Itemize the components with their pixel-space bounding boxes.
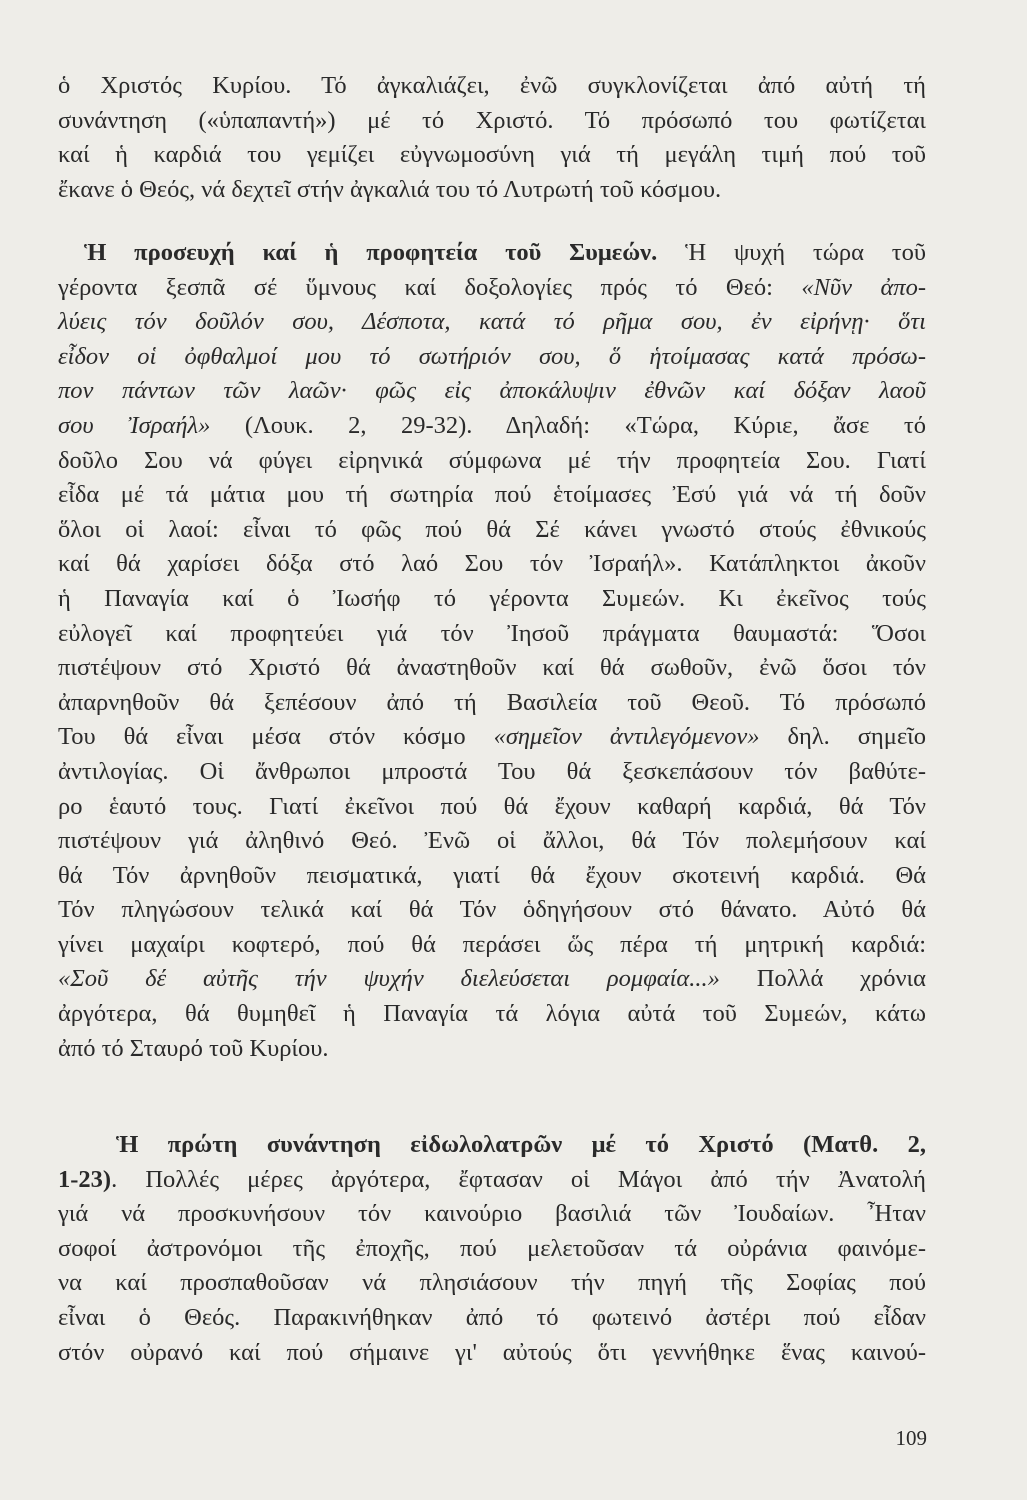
text-line: ἀργότερα, θά θυμηθεῖ ἡ Παναγία τά λόγια αὐτά τοῦ Συμεών, κάτω — [58, 1000, 926, 1028]
text-line: λύεις τόν δοῦλόν σου, Δέσποτα, κατά τό ρῆμα σου, ἐν εἰρήνῃ· ὅτι — [58, 308, 926, 336]
text-line: ὁ Χριστός Κυρίου. Τό ἀγκαλιάζει, ἐνῶ συγκλονίζεται ἀπό αὐτή τή — [58, 72, 926, 99]
text-line: καί θά χαρίσει δόξα στό λαό Σου τόν Ἰσραήλ». Κατάπληκτοι ἀκοῦν — [58, 550, 926, 578]
text-line: στόν οὐρανό καί πού σήμαινε γι' αὐτούς ὅτι γεννήθηκε ἕνας καινού- — [58, 1338, 926, 1366]
text-line: καί ἡ καρδιά του γεμίζει εὐγνωμοσύνη γιά τή μεγάλη τιμή πού τοῦ — [58, 141, 926, 169]
text-line: πιστέψουν γιά ἀληθινό Θεό. Ἐνῶ οἱ ἄλλοι, θά Τόν πολεμήσουν καί — [58, 827, 926, 855]
text-line: ἔκανε ὁ Θεός, νά δεχτεῖ στήν ἀγκαλιά του τό Λυτρωτή τοῦ κόσμου. — [58, 175, 722, 203]
page-number: 109 — [895, 1426, 927, 1450]
text-line: Ἡ προσευχή καί ἡ προφητεία τοῦ Συμεών. Ἡ ψυχή τώρα τοῦ — [84, 239, 927, 266]
text-line: εἶναι ὁ Θεός. Παρακινήθηκαν ἀπό τό φωτεινό ἀστέρι πού εἶδαν — [58, 1303, 926, 1331]
text-line: 1-23). Πολλές μέρες ἀργότερα, ἔφτασαν οἱ Μάγοι ἀπό τήν Ἀνατολή — [58, 1165, 926, 1193]
text-line: εἶδον οἱ ὀφθαλμοί μου τό σωτήριόν σου, ὅ ἡτοίμασας κατά πρόσω- — [58, 342, 926, 370]
text-line: ἡ Παναγία καί ὁ Ἰωσήφ τό γέροντα Συμεών. Κι ἐκεῖνος τούς — [58, 584, 926, 612]
paragraph-3 — [58, 1128, 926, 1370]
text-line: γέροντα ξεσπᾶ σέ ὕμνους καί δοξολογίες πρός τό Θεό: «Νῦν ἀπο- — [58, 273, 926, 301]
text-line: ρο ἑαυτό τους. Γιατί ἐκεῖνοι πού θά ἔχουν καθαρή καρδιά, θά Τόν — [58, 792, 926, 820]
quotation: «σημεῖον ἀντιλεγόμενον» — [493, 723, 760, 751]
text-line: ἀντιλογίας. Οἱ ἄνθρωποι μπροστά Του θά ξεσκεπάσουν τόν βαθύτε- — [58, 757, 926, 785]
text-line: Τόν πληγώσουν τελικά καί θά Τόν ὁδηγήσουν στό θάνατο. Αὐτό θά — [58, 896, 926, 924]
text-line: δοῦλο Σου νά φύγει εἰρηνικά σύμφωνα μέ τήν προφητεία Σου. Γιατί — [58, 446, 926, 474]
text-line: ὅλοι οἱ λαοί: εἶναι τό φῶς πού θά Σέ κάνει γνωστό στούς ἐθνικούς — [58, 515, 926, 543]
text-line: να καί προσπαθοῦσαν νά πλησιάσουν τήν πηγή τῆς Σοφίας πού — [58, 1269, 926, 1297]
paragraph-1 — [58, 69, 926, 207]
paragraph-2 — [58, 236, 926, 1066]
text-line: εὐλογεῖ καί προφητεύει γιά τόν Ἰησοῦ πράγματα θαυμαστά: Ὅσοι — [58, 619, 926, 647]
text-line: γιά νά προσκυνήσουν τόν καινούριο βασιλιά τῶν Ἰουδαίων. Ἦταν — [58, 1200, 926, 1228]
text-line: σου Ἰσραήλ» (Λουκ. 2, 29-32). Δηλαδή: «Τώρα, Κύριε, ἄσε τό — [58, 411, 926, 439]
text-line — [58, 1128, 926, 1163]
text-line: «Σοῦ δέ αὐτῆς τήν ψυχήν διελεύσεται ρομφαία...» Πολλά χρόνια — [58, 965, 926, 993]
section-heading-magi: Ἡ πρώτη συνάντηση εἰδωλολατρῶν μέ τό Χριστό (Ματθ. 2, — [116, 1131, 926, 1158]
text-line: θά Τόν ἀρνηθοῦν πεισματικά, γιατί θά ἔχουν σκοτεινή καρδιά. Θά — [58, 861, 926, 889]
text-line: πιστέψουν στό Χριστό θά ἀναστηθοῦν καί θά σωθοῦν, ἐνῶ ὅσοι τόν — [58, 654, 926, 682]
section-heading-prayer-prophecy: Ἡ προσευχή καί ἡ προφητεία τοῦ Συμεών. — [84, 239, 658, 266]
text-line: συνάντηση («ὑπαπαντή») μέ τό Χριστό. Τό πρόσωπό του φωτίζεται — [58, 106, 926, 134]
text-line: Του θά εἶναι μέσα στόν κόσμο «σημεῖον ἀντιλεγόμενον» δηλ. σημεῖο — [58, 723, 926, 751]
text-line: ἀπαρνηθοῦν θά ξεπέσουν ἀπό τή Βασιλεία τοῦ Θεοῦ. Τό πρόσωπό — [58, 688, 926, 716]
text-line: γίνει μαχαίρι κοφτερό, πού θά περάσει ὥς πέρα τή μητρική καρδιά: — [58, 930, 926, 958]
quotation: «Νῦν ἀπο- — [801, 273, 926, 301]
text-line: ἀπό τό Σταυρό τοῦ Κυρίου. — [58, 1034, 329, 1062]
text-line: πον πάντων τῶν λαῶν· φῶς εἰς ἀποκάλυψιν ἐθνῶν καί δόξαν λαοῦ — [58, 377, 926, 405]
text-line: εἶδα μέ τά μάτια μου τή σωτηρία πού ἑτοίμασες Ἐσύ γιά νά τή δοῦν — [58, 481, 926, 509]
text-line: σοφοί ἀστρονόμοι τῆς ἐποχῆς, πού μελετοῦσαν τά οὐράνια φαινόμε- — [58, 1234, 926, 1262]
quotation: «Σοῦ δέ αὐτῆς τήν ψυχήν διελεύσεται ρομφαία...» — [58, 965, 720, 993]
